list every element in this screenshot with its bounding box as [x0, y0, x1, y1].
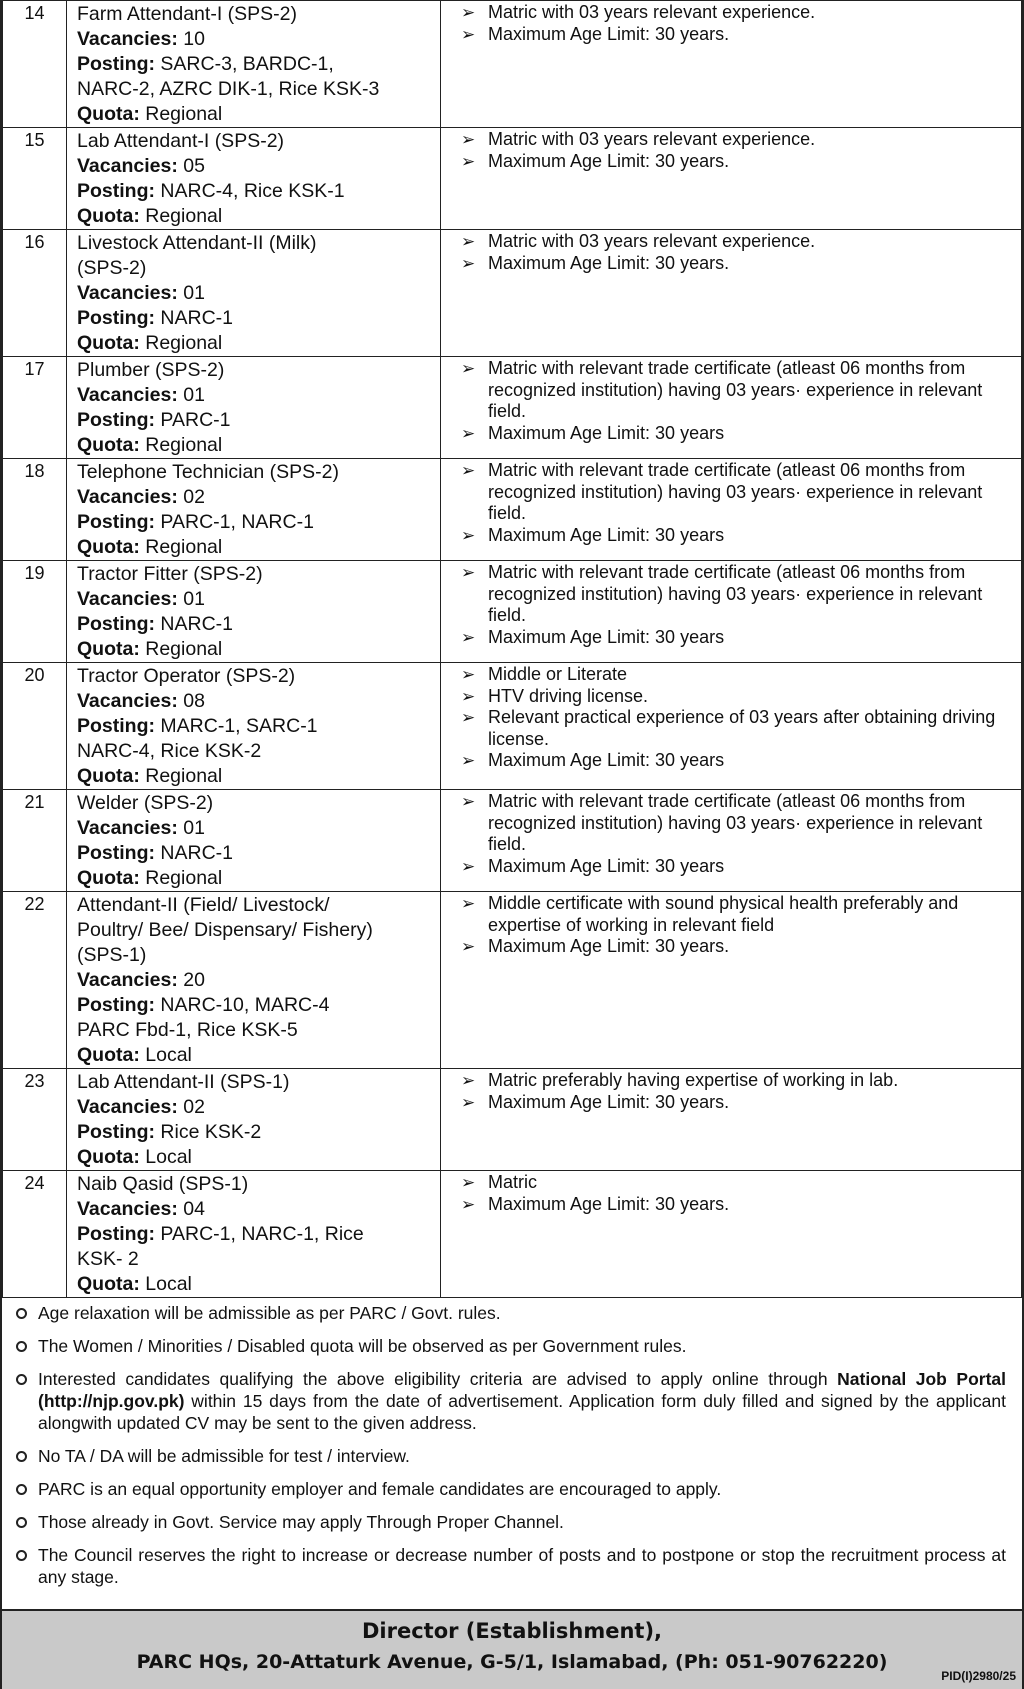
table-row — [3, 892, 1022, 1069]
quota-value: Local — [145, 1044, 192, 1066]
posting-line — [77, 1247, 432, 1272]
serial-number: 24 — [3, 1171, 67, 1298]
posts-table — [2, 0, 1022, 1298]
requirements-list — [459, 1172, 1007, 1215]
requirement-text: Maximum Age Limit: 30 years — [488, 626, 725, 647]
vacancies-value: 20 — [183, 969, 205, 991]
note-item — [14, 1368, 1006, 1434]
requirements-cell — [441, 790, 1022, 892]
quota-label: Quota: — [77, 638, 140, 660]
vacancies-label: Vacancies: — [77, 969, 178, 991]
requirements-cell — [441, 230, 1022, 357]
requirement-text: Maximum Age Limit: 30 years. — [488, 936, 730, 956]
post-cell — [67, 357, 441, 459]
note-text-post: within 15 days from the date of advertisement. Application form duly filled and signed by the applicant alongwith updated CV may be sent to the given address. — [38, 1391, 1006, 1433]
vacancies-label: Vacancies: — [77, 1096, 178, 1118]
note-item — [14, 1478, 1006, 1500]
note-item — [14, 1511, 1006, 1533]
arrow-right-icon: ➢ — [461, 563, 476, 582]
requirement-text: Maximum Age Limit: 30 years. — [488, 1091, 730, 1112]
requirements-list — [459, 791, 1007, 877]
table-row — [3, 1069, 1022, 1171]
vacancies-value: 01 — [183, 282, 205, 304]
post-title: Lab Attendant-I (SPS-2) — [77, 130, 285, 152]
requirement-item — [459, 750, 1007, 772]
arrow-right-icon: ➢ — [461, 232, 476, 251]
post-title: Tractor Operator (SPS-2) — [77, 665, 296, 687]
circle-bullet-icon — [16, 1374, 27, 1385]
quota-label: Quota: — [77, 332, 140, 354]
requirement-item — [459, 856, 1007, 878]
vacancies-label: Vacancies: — [77, 817, 178, 839]
table-row — [3, 230, 1022, 357]
requirement-item — [459, 936, 1007, 958]
serial-number: 19 — [3, 561, 67, 663]
requirement-text: Maximum Age Limit: 30 years — [488, 855, 725, 876]
vacancies-value: 04 — [183, 1198, 205, 1220]
requirement-item — [459, 664, 1007, 686]
table-row — [3, 1171, 1022, 1298]
requirement-item — [459, 460, 1007, 525]
quota-value: Regional — [145, 867, 223, 889]
arrow-right-icon: ➢ — [461, 253, 476, 273]
vacancies-line — [77, 383, 432, 408]
note-text-bold: National Job Portal (http://njp.gov.pk) — [38, 1369, 1006, 1411]
requirement-text: Matric with relevant trade certificate (atleast 06 months from recognized institution) having 03 years· experience in relevant field. — [488, 358, 983, 421]
publication-id: PID(I)2980/25 — [941, 1669, 1016, 1683]
requirements-list — [459, 562, 1007, 648]
vacancies-line — [77, 689, 432, 714]
post-title-line2: (SPS-2) — [77, 257, 147, 279]
table-row — [3, 459, 1022, 561]
posting-line — [77, 1018, 432, 1043]
notes-section — [2, 1298, 1022, 1588]
requirement-text: Middle or Literate — [488, 664, 628, 684]
posting-line — [77, 612, 432, 637]
vacancies-label: Vacancies: — [77, 28, 178, 50]
posting-line — [77, 714, 432, 739]
vacancies-line — [77, 587, 432, 612]
arrow-right-icon: ➢ — [461, 1092, 476, 1112]
requirements-list — [459, 893, 1007, 958]
table-row — [3, 128, 1022, 230]
note-item — [14, 1445, 1006, 1467]
post-cell — [67, 892, 441, 1069]
requirement-text: Matric with 03 years relevant experience. — [488, 231, 816, 251]
note-item — [14, 1302, 1006, 1324]
arrow-right-icon: ➢ — [461, 894, 476, 913]
note-text-pre: Interested candidates qualifying the above eligibility criteria are advised to apply online through — [38, 1369, 838, 1389]
table-row — [3, 561, 1022, 663]
posting-line — [77, 841, 432, 866]
note-item — [14, 1544, 1006, 1588]
post-title: Naib Qasid (SPS-1) — [77, 1173, 249, 1195]
posting-value: NARC-2, AZRC DIK-1, Rice KSK-3 — [77, 78, 380, 100]
quota-label: Quota: — [77, 1044, 140, 1066]
posting-line — [77, 52, 432, 77]
quota-line — [77, 1272, 432, 1297]
requirement-text: Matric with 03 years relevant experience. — [488, 129, 816, 149]
posting-line — [77, 179, 432, 204]
requirement-text: Maximum Age Limit: 30 years — [488, 750, 725, 770]
post-cell — [67, 459, 441, 561]
quota-label: Quota: — [77, 867, 140, 889]
quota-value: Regional — [145, 103, 223, 125]
vacancies-value: 01 — [183, 588, 205, 610]
arrow-right-icon: ➢ — [461, 686, 476, 706]
posting-line — [77, 993, 432, 1018]
requirements-list — [459, 2, 1007, 45]
circle-bullet-icon — [16, 1517, 27, 1528]
quota-line — [77, 764, 432, 789]
quota-line — [77, 1145, 432, 1170]
quota-value: Regional — [145, 638, 223, 660]
table-row — [3, 1, 1022, 128]
requirements-list — [459, 358, 1007, 444]
requirement-item — [459, 151, 1007, 173]
posting-value: MARC-1, SARC-1 — [160, 715, 318, 737]
vacancies-value: 08 — [183, 690, 205, 712]
arrow-right-icon: ➢ — [461, 461, 476, 480]
quota-line — [77, 102, 432, 127]
posting-label: Posting: — [77, 1223, 155, 1245]
post-title: Plumber (SPS-2) — [77, 359, 225, 381]
footer — [2, 1609, 1022, 1689]
requirement-item — [459, 707, 1007, 750]
circle-bullet-icon — [16, 1550, 27, 1561]
requirement-text: Relevant practical experience of 03 years after obtaining driving license. — [488, 707, 996, 749]
note-text: The Women / Minorities / Disabled quota will be observed as per Government rules. — [38, 1336, 687, 1356]
requirement-item — [459, 525, 1007, 547]
arrow-right-icon: ➢ — [461, 708, 476, 727]
note-text: Age relaxation will be admissible as per PARC / Govt. rules. — [38, 1303, 501, 1323]
requirement-text: Maximum Age Limit: 30 years. — [488, 23, 730, 44]
arrow-right-icon: ➢ — [461, 423, 476, 443]
requirements-list — [459, 231, 1007, 274]
arrow-right-icon: ➢ — [461, 130, 476, 149]
post-title: Lab Attendant-II (SPS-1) — [77, 1071, 290, 1093]
requirements-cell — [441, 357, 1022, 459]
quota-label: Quota: — [77, 1146, 140, 1168]
serial-number: 23 — [3, 1069, 67, 1171]
footer-line2: PARC HQs, 20-Attaturk Avenue, G-5/1, Islamabad, (Ph: 051-90762220) — [136, 1651, 888, 1673]
note-text: PARC is an equal opportunity employer and female candidates are encouraged to apply. — [38, 1479, 722, 1499]
quota-value: Regional — [145, 536, 223, 558]
requirement-text: Matric with relevant trade certificate (atleast 06 months from recognized institution) having 03 years· experience in relevant field. — [488, 791, 983, 854]
quota-line — [77, 204, 432, 229]
vacancies-label: Vacancies: — [77, 282, 178, 304]
posting-line — [77, 739, 432, 764]
posting-value: SARC-3, BARDC-1, — [160, 53, 334, 75]
requirement-text: Maximum Age Limit: 30 years. — [488, 252, 730, 273]
requirement-item — [459, 423, 1007, 445]
post-cell — [67, 790, 441, 892]
quota-value: Regional — [145, 205, 223, 227]
posting-value: NARC-4, Rice KSK-2 — [77, 740, 262, 762]
requirement-item — [459, 1194, 1007, 1216]
posting-label: Posting: — [77, 715, 155, 737]
posting-line — [77, 510, 432, 535]
post-title: Welder (SPS-2) — [77, 792, 214, 814]
posting-label: Posting: — [77, 511, 155, 533]
quota-value: Local — [145, 1273, 192, 1295]
post-cell — [67, 663, 441, 790]
posting-label: Posting: — [77, 307, 155, 329]
requirements-cell — [441, 561, 1022, 663]
requirement-text: Middle certificate with sound physical health preferably and expertise of working in relevant field — [488, 893, 959, 935]
post-cell — [67, 128, 441, 230]
posting-label: Posting: — [77, 180, 155, 202]
post-cell — [67, 1, 441, 128]
requirement-item — [459, 1172, 1007, 1194]
table-row — [3, 790, 1022, 892]
post-title: Farm Attendant-I (SPS-2) — [77, 3, 297, 25]
serial-number: 18 — [3, 459, 67, 561]
posting-line — [77, 77, 432, 102]
vacancies-line — [77, 968, 432, 993]
posting-value: NARC-1 — [160, 842, 234, 864]
requirement-item — [459, 358, 1007, 423]
quota-line — [77, 637, 432, 662]
posting-value: PARC-1, NARC-1 — [160, 511, 314, 533]
quota-line — [77, 331, 432, 356]
circle-bullet-icon — [16, 1484, 27, 1495]
requirement-item — [459, 253, 1007, 275]
requirements-cell — [441, 128, 1022, 230]
requirement-text: Matric with relevant trade certificate (atleast 06 months from recognized institution) having 03 years· experience in relevant field. — [488, 460, 983, 523]
requirement-item — [459, 129, 1007, 151]
vacancies-value: 02 — [183, 486, 205, 508]
requirements-cell — [441, 1, 1022, 128]
table-row — [3, 663, 1022, 790]
requirements-list — [459, 664, 1007, 772]
posting-label: Posting: — [77, 613, 155, 635]
requirement-item — [459, 1070, 1007, 1092]
requirement-item — [459, 562, 1007, 627]
posting-label: Posting: — [77, 1121, 155, 1143]
note-text: The Council reserves the right to increase or decrease number of posts and to postpone or stop the recruitment process at any stage. — [38, 1545, 1006, 1587]
post-cell — [67, 1171, 441, 1298]
post-title: Livestock Attendant-II (Milk) — [77, 232, 317, 254]
requirement-item — [459, 893, 1007, 936]
quota-label: Quota: — [77, 434, 140, 456]
requirements-cell — [441, 1171, 1022, 1298]
requirement-text: Maximum Age Limit: 30 years. — [488, 150, 730, 171]
quota-value: Local — [145, 1146, 192, 1168]
posting-line — [77, 1222, 432, 1247]
posting-line — [77, 1120, 432, 1145]
vacancies-line — [77, 1095, 432, 1120]
serial-number: 22 — [3, 892, 67, 1069]
arrow-right-icon: ➢ — [461, 627, 476, 647]
requirement-text: Matric preferably having expertise of working in lab. — [488, 1070, 899, 1090]
note-text: Those already in Govt. Service may apply Through Proper Channel. — [38, 1512, 564, 1532]
quota-value: Regional — [145, 434, 223, 456]
serial-number: 21 — [3, 790, 67, 892]
requirements-cell — [441, 663, 1022, 790]
vacancies-label: Vacancies: — [77, 384, 178, 406]
circle-bullet-icon — [16, 1341, 27, 1352]
post-title: Tractor Fitter (SPS-2) — [77, 563, 263, 585]
vacancies-line — [77, 485, 432, 510]
posting-value: NARC-10, MARC-4 — [160, 994, 330, 1016]
quota-label: Quota: — [77, 103, 140, 125]
vacancies-line — [77, 154, 432, 179]
requirements-cell — [441, 459, 1022, 561]
post-cell — [67, 230, 441, 357]
posting-value: Rice KSK-2 — [160, 1121, 262, 1143]
posting-value: PARC-1, NARC-1, Rice — [160, 1223, 364, 1245]
post-title-line3: (SPS-1) — [77, 944, 147, 966]
requirements-list — [459, 1070, 1007, 1113]
posting-label: Posting: — [77, 994, 155, 1016]
arrow-right-icon: ➢ — [461, 1194, 476, 1214]
vacancies-value: 10 — [183, 28, 205, 50]
vacancies-label: Vacancies: — [77, 588, 178, 610]
arrow-right-icon: ➢ — [461, 1071, 476, 1090]
posting-value: KSK- 2 — [77, 1248, 139, 1270]
quota-value: Regional — [145, 765, 223, 787]
serial-number: 14 — [3, 1, 67, 128]
vacancies-value: 01 — [183, 384, 205, 406]
vacancies-line — [77, 27, 432, 52]
note-item — [14, 1335, 1006, 1357]
quota-line — [77, 866, 432, 891]
posting-label: Posting: — [77, 409, 155, 431]
requirement-item — [459, 686, 1007, 708]
requirement-item — [459, 1092, 1007, 1114]
quota-line — [77, 433, 432, 458]
vacancies-label: Vacancies: — [77, 486, 178, 508]
arrow-right-icon: ➢ — [461, 359, 476, 378]
requirements-cell — [441, 892, 1022, 1069]
vacancies-label: Vacancies: — [77, 155, 178, 177]
vacancies-line — [77, 1197, 432, 1222]
arrow-right-icon: ➢ — [461, 525, 476, 545]
arrow-right-icon: ➢ — [461, 792, 476, 811]
quota-value: Regional — [145, 332, 223, 354]
quota-label: Quota: — [77, 205, 140, 227]
posting-line — [77, 408, 432, 433]
requirement-item — [459, 231, 1007, 253]
arrow-right-icon: ➢ — [461, 1173, 476, 1192]
requirements-cell — [441, 1069, 1022, 1171]
vacancies-line — [77, 281, 432, 306]
requirement-item — [459, 627, 1007, 649]
posting-value: PARC-1 — [160, 409, 231, 431]
posting-line — [77, 306, 432, 331]
posting-label: Posting: — [77, 53, 155, 75]
requirement-item — [459, 2, 1007, 24]
post-title: Telephone Technician (SPS-2) — [77, 461, 339, 483]
serial-number: 17 — [3, 357, 67, 459]
arrow-right-icon: ➢ — [461, 937, 476, 956]
arrow-right-icon: ➢ — [461, 24, 476, 44]
posts-table-body — [3, 1, 1022, 1298]
vacancies-value: 05 — [183, 155, 205, 177]
post-cell — [67, 561, 441, 663]
requirement-item — [459, 791, 1007, 856]
quota-label: Quota: — [77, 1273, 140, 1295]
vacancies-label: Vacancies: — [77, 690, 178, 712]
note-text: No TA / DA will be admissible for test / interview. — [38, 1446, 410, 1466]
post-title: Attendant-II (Field/ Livestock/ — [77, 894, 330, 916]
vacancies-label: Vacancies: — [77, 1198, 178, 1220]
posting-value: NARC-1 — [160, 613, 234, 635]
posting-value: NARC-4, Rice KSK-1 — [160, 180, 345, 202]
requirement-text: Maximum Age Limit: 30 years. — [488, 1193, 730, 1214]
arrow-right-icon: ➢ — [461, 665, 476, 684]
requirement-text: Maximum Age Limit: 30 years — [488, 422, 725, 443]
post-title-line2: Poultry/ Bee/ Dispensary/ Fishery) — [77, 919, 373, 941]
serial-number: 20 — [3, 663, 67, 790]
requirement-text: Matric with relevant trade certificate (atleast 06 months from recognized institution) having 03 years· experience in relevant field. — [488, 562, 983, 625]
footer-line1: Director (Establishment), — [361, 1619, 663, 1643]
circle-bullet-icon — [16, 1308, 27, 1319]
serial-number: 15 — [3, 128, 67, 230]
arrow-right-icon: ➢ — [461, 151, 476, 171]
serial-number: 16 — [3, 230, 67, 357]
requirements-list — [459, 129, 1007, 172]
requirements-list — [459, 460, 1007, 546]
requirement-text: Matric with 03 years relevant experience. — [488, 2, 816, 22]
posting-value: NARC-1 — [160, 307, 234, 329]
requirement-text: HTV driving license. — [488, 685, 649, 706]
quota-line — [77, 1043, 432, 1068]
vacancies-value: 02 — [183, 1096, 205, 1118]
posting-label: Posting: — [77, 842, 155, 864]
vacancies-line — [77, 816, 432, 841]
requirement-text: Maximum Age Limit: 30 years — [488, 524, 725, 545]
circle-bullet-icon — [16, 1451, 27, 1462]
quota-line — [77, 535, 432, 560]
quota-label: Quota: — [77, 765, 140, 787]
arrow-right-icon: ➢ — [461, 856, 476, 876]
requirement-text: Matric — [488, 1172, 537, 1192]
table-row — [3, 357, 1022, 459]
arrow-right-icon: ➢ — [461, 751, 476, 770]
posting-value: PARC Fbd-1, Rice KSK-5 — [77, 1019, 298, 1041]
requirement-item — [459, 24, 1007, 46]
vacancies-value: 01 — [183, 817, 205, 839]
arrow-right-icon: ➢ — [461, 3, 476, 22]
quota-label: Quota: — [77, 536, 140, 558]
post-cell — [67, 1069, 441, 1171]
